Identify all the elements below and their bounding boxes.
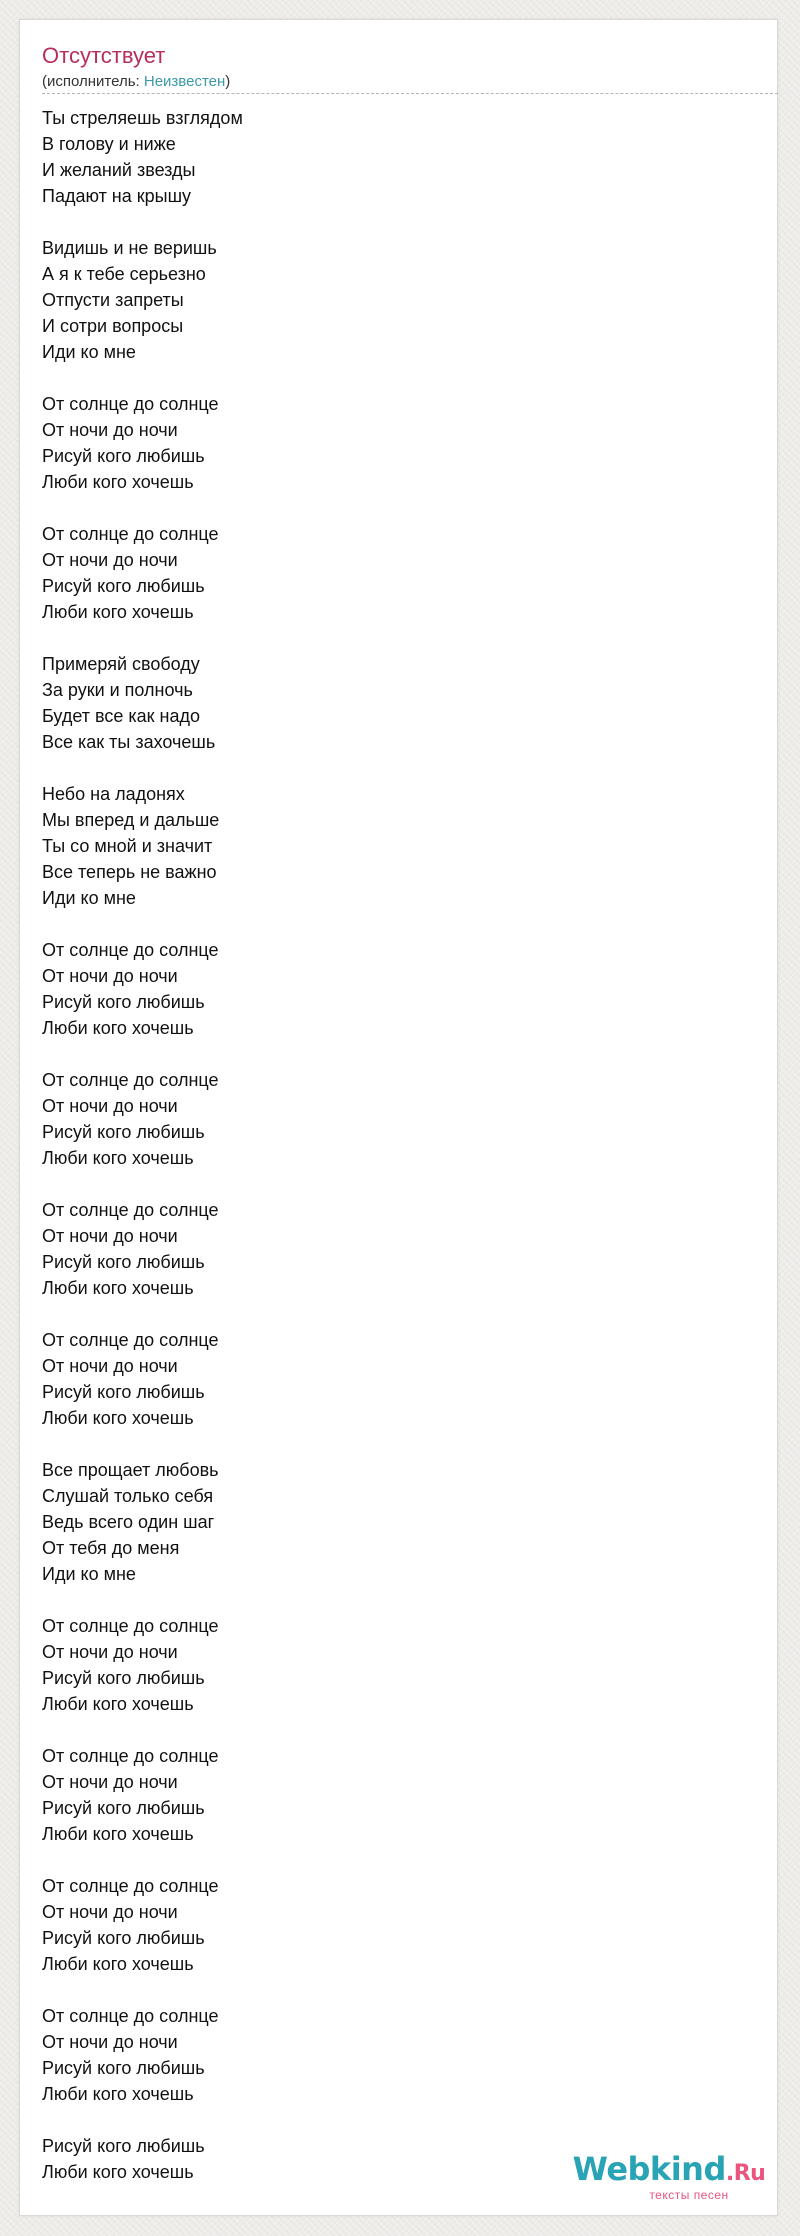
lyric-line: Рисуй кого любишь: [42, 1798, 205, 1818]
lyrics-card: [19, 19, 778, 2216]
lyric-line: От ночи до ночи: [42, 550, 178, 570]
lyric-line: Люби кого хочешь: [42, 602, 194, 622]
lyrics-stanza: [42, 1613, 742, 1717]
lyrics-stanza: [42, 1067, 742, 1171]
lyric-line: Рисуй кого любишь: [42, 2058, 205, 2078]
lyrics-stanza: [42, 937, 742, 1041]
lyric-line: От солнце до солнце: [42, 1876, 219, 1896]
lyric-line: Все прощает любовь: [42, 1460, 219, 1480]
lyric-line: От ночи до ночи: [42, 420, 178, 440]
lyrics-stanza: [42, 1873, 742, 1977]
lyric-line: От солнце до солнце: [42, 1616, 219, 1636]
logo-suffix: .Ru: [725, 2161, 766, 2186]
lyric-line: Иди ко мне: [42, 888, 136, 908]
lyrics-stanza: [42, 1743, 742, 1847]
lyric-line: От солнце до солнце: [42, 1070, 219, 1090]
lyric-line: От солнце до солнце: [42, 940, 219, 960]
artist-suffix: ): [225, 73, 231, 90]
lyric-line: Рисуй кого любишь: [42, 1252, 205, 1272]
lyric-line: Видишь и не веришь: [42, 238, 217, 258]
lyric-line: От солнце до солнце: [42, 524, 219, 544]
lyric-line: А я к тебе серьезно: [42, 264, 206, 284]
lyric-line: От ночи до ночи: [42, 966, 178, 986]
lyric-line: От ночи до ночи: [42, 1772, 178, 1792]
lyric-line: От ночи до ночи: [42, 1642, 178, 1662]
webkind-logo[interactable]: [569, 2152, 769, 2201]
lyric-line: От солнце до солнце: [42, 1330, 219, 1350]
lyric-line: Ты стреляешь взглядом: [42, 108, 243, 128]
lyric-line: Ты со мной и значит: [42, 836, 213, 856]
lyric-line: Рисуй кого любишь: [42, 1122, 205, 1142]
lyric-line: От тебя до меня: [42, 1538, 180, 1558]
lyrics-stanza: [42, 651, 742, 755]
lyric-line: Рисуй кого любишь: [42, 1928, 205, 1948]
lyric-line: От ночи до ночи: [42, 1226, 178, 1246]
lyric-line: Люби кого хочешь: [42, 1278, 194, 1298]
lyric-line: Ведь всего один шаг: [42, 1512, 215, 1532]
song-title: Отсутствует: [42, 43, 166, 68]
lyric-line: Примеряй свободу: [42, 654, 200, 674]
lyric-line: От солнце до солнце: [42, 1746, 219, 1766]
lyric-line: От ночи до ночи: [42, 1096, 178, 1116]
lyric-line: От ночи до ночи: [42, 1356, 178, 1376]
lyric-line: Люби кого хочешь: [42, 1954, 194, 1974]
lyric-line: Рисуй кого любишь: [42, 1668, 205, 1688]
lyrics-stanza: [42, 2003, 742, 2107]
lyrics-stanza: [42, 391, 742, 495]
lyric-line: Все как ты захочешь: [42, 732, 216, 752]
lyrics-stanza: [42, 235, 742, 365]
lyric-line: От солнце до солнце: [42, 1200, 219, 1220]
lyric-line: Люби кого хочешь: [42, 1148, 194, 1168]
lyric-line: Отпусти запреты: [42, 290, 184, 310]
lyric-line: Люби кого хочешь: [42, 1824, 194, 1844]
lyrics-stanza: [42, 1197, 742, 1301]
lyric-line: Будет все как надо: [42, 706, 200, 726]
lyric-line: Люби кого хочешь: [42, 1408, 194, 1428]
lyric-line: Люби кого хочешь: [42, 2084, 194, 2104]
lyrics-stanza: [42, 105, 742, 209]
lyric-line: В голову и ниже: [42, 134, 176, 154]
lyric-line: От ночи до ночи: [42, 1902, 178, 1922]
lyric-line: Рисуй кого любишь: [42, 446, 205, 466]
lyric-line: Люби кого хочешь: [42, 2162, 194, 2182]
lyric-line: Рисуй кого любишь: [42, 1382, 205, 1402]
logo-wordmark: [569, 2152, 769, 2191]
artist-prefix: (исполнитель:: [42, 73, 144, 90]
lyric-line: От ночи до ночи: [42, 2032, 178, 2052]
lyric-line: И сотри вопросы: [42, 316, 184, 336]
lyrics-stanza: [42, 781, 742, 911]
lyric-line: Мы вперед и дальше: [42, 810, 220, 830]
lyrics-stanza: [42, 521, 742, 625]
lyric-line: Все теперь не важно: [42, 862, 217, 882]
lyric-line: Рисуй кого любишь: [42, 2136, 205, 2156]
lyric-line: От солнце до солнце: [42, 394, 219, 414]
lyric-line: Иди ко мне: [42, 1564, 136, 1584]
lyrics-stanza: [42, 1457, 742, 1587]
lyric-line: Рисуй кого любишь: [42, 992, 205, 1012]
lyric-line: Рисуй кого любишь: [42, 576, 205, 596]
artist-line: [42, 73, 778, 94]
lyric-line: От солнце до солнце: [42, 2006, 219, 2026]
lyric-line: Иди ко мне: [42, 342, 136, 362]
lyric-line: За руки и полночь: [42, 680, 193, 700]
lyrics-stanza: [42, 1327, 742, 1431]
lyric-line: Падают на крышу: [42, 186, 192, 206]
logo-tagline: тексты песен: [649, 2188, 729, 2202]
lyrics-body: [42, 105, 742, 2211]
lyric-line: Люби кого хочешь: [42, 472, 194, 492]
lyric-line: Люби кого хочешь: [42, 1694, 194, 1714]
lyric-line: Люби кого хочешь: [42, 1018, 194, 1038]
logo-main-text: Webkind: [572, 2150, 726, 2188]
lyric-line: И желаний звезды: [42, 160, 196, 180]
artist-link[interactable]: Неизвестен: [143, 73, 226, 90]
lyric-line: Небо на ладонях: [42, 784, 185, 804]
lyric-line: Слушай только себя: [42, 1486, 214, 1506]
